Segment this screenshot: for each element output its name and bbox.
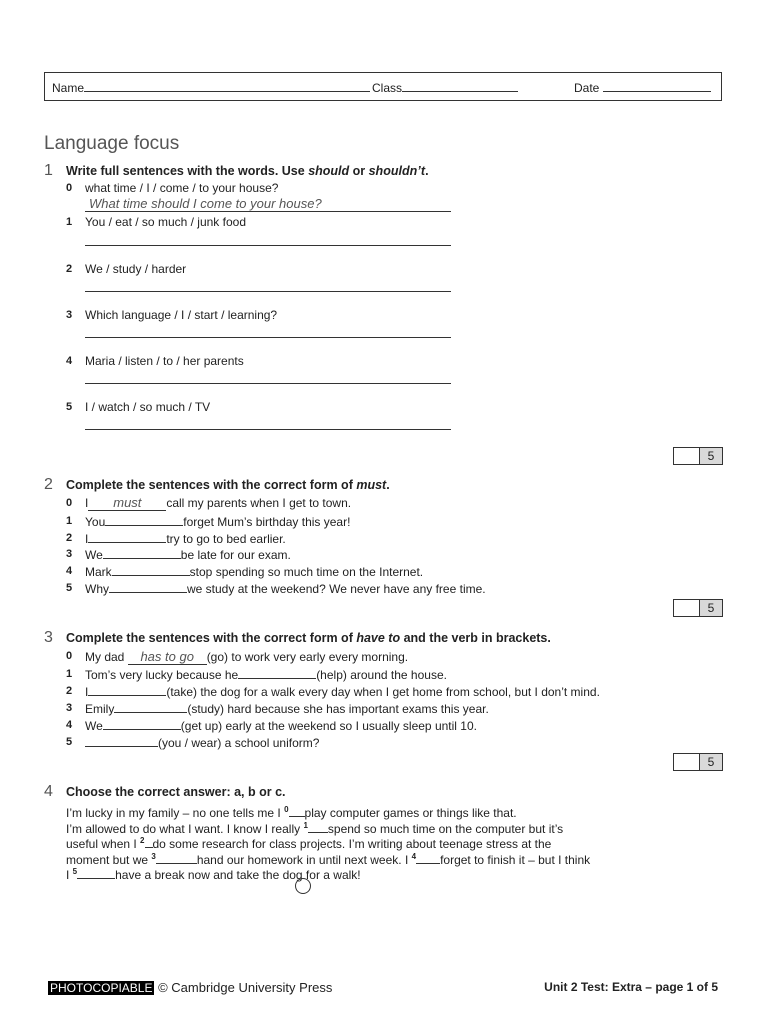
date-label: Date [574, 81, 600, 95]
q2-item-number: 2 [66, 532, 73, 544]
q3-item-sentence: Tom’s very lucky because he (help) around the house. [85, 668, 447, 682]
q4-paragraph-line: I’m lucky in my family – no one tells me I $^0$ play computer games or things like that. [66, 805, 517, 820]
q2-item-number: 4 [66, 565, 73, 577]
q2-item-sentence: I must call my parents when I get to town. [85, 495, 352, 510]
photocopiable-badge: PHOTOCOPIABLE [50, 981, 153, 995]
q1-item-number: 4 [66, 355, 73, 367]
answer-blank[interactable] [416, 852, 440, 864]
q2-example-answer: must [113, 495, 142, 510]
answer-blank[interactable] [289, 805, 305, 817]
q1-answer-line[interactable] [85, 245, 451, 246]
name-field [52, 81, 370, 95]
q1-item-number: 1 [66, 216, 73, 228]
q1-number: 1 [44, 162, 53, 179]
q4-paragraph-line: moment but we $^3$ hand our homework in until next week. I $^4$ forget to finish it – but I think [66, 852, 591, 867]
q2-item-sentence: I try to go to bed earlier. [85, 532, 286, 546]
q1-instruction: Write full sentences with the words. Use should or shouldn’t. [66, 164, 429, 178]
q1-item-prompt: Which language / I / start / learning? [85, 308, 278, 322]
page-info: Unit 2 Test: Extra – page 1 of 5 [544, 980, 718, 994]
q1-item-prompt: I / watch / so much / TV [85, 400, 211, 414]
q1-answer-line[interactable] [85, 211, 451, 212]
q1-answer-line[interactable] [85, 337, 451, 338]
q3-item-sentence: Emily (study) hard because she has important exams this year. [85, 702, 489, 716]
q1-item-prompt: We / study / harder [85, 262, 187, 276]
date-line [603, 81, 711, 92]
answer-blank[interactable] [238, 667, 316, 679]
q1-item-prompt: You / eat / so much / junk food [85, 215, 246, 229]
q1-item-number: 0 [66, 182, 73, 194]
class-label: Class [372, 81, 403, 95]
q1-answer-line[interactable] [85, 383, 451, 384]
q1-item-number: 5 [66, 401, 73, 413]
answer-blank[interactable] [103, 718, 181, 730]
answer-blank[interactable] [77, 867, 115, 879]
score-total: 5 [700, 600, 722, 616]
q2-score-box[interactable] [673, 599, 723, 617]
q2-item-sentence: We be late for our exam. [85, 548, 291, 562]
answer-blank[interactable] [112, 564, 190, 576]
q4-paragraph-line: useful when I $^2$ do some research for class projects. I’m writing about teenage stress at the [66, 836, 552, 851]
q1-answer-line[interactable] [85, 291, 451, 292]
q3-item-sentence: (you / wear) a school uniform? [85, 735, 319, 750]
answer-blank[interactable] [308, 821, 328, 833]
q1-score-box[interactable] [673, 447, 723, 465]
score-entry-cell[interactable] [674, 448, 700, 464]
answer-blank[interactable] [88, 684, 166, 696]
q3-number: 3 [44, 629, 53, 646]
q1-item-prompt: what time / I / come / to your house? [85, 181, 279, 195]
q1-item-prompt: Maria / listen / to / her parents [85, 354, 244, 368]
answer-blank[interactable] [105, 514, 183, 526]
q1-item-number: 2 [66, 263, 73, 275]
q3-item-sentence: I (take) the dog for a walk every day when I get home from school, but I don’t mind. [85, 685, 600, 699]
q3-item-number: 0 [66, 650, 73, 662]
class-line [402, 81, 518, 92]
q4-number: 4 [44, 783, 53, 800]
q3-item-number: 5 [66, 736, 73, 748]
name-label: Name [52, 81, 85, 95]
q4-paragraph-line: I’m allowed to do what I want. I know I really $^1$ spend so much time on the computer but it’s [66, 821, 564, 836]
q3-item-number: 1 [66, 668, 73, 680]
answer-blank[interactable] [156, 852, 197, 864]
date-field [574, 81, 711, 95]
q4-paragraph-line: I $^5$ have a break now and take the dog for a walk! [66, 867, 361, 882]
class-field [372, 81, 518, 95]
q2-instruction: Complete the sentences with the correct form of must. [66, 478, 390, 492]
copyright-text: © Cambridge University Press [154, 980, 333, 995]
q2-item-sentence: Why we study at the weekend? We never have any free time. [85, 582, 486, 596]
answer-blank[interactable] [85, 735, 158, 747]
footer-copyright [48, 980, 332, 995]
q2-item-number: 3 [66, 548, 73, 560]
q2-number: 2 [44, 476, 53, 493]
score-total: 5 [700, 448, 722, 464]
q3-score-box[interactable] [673, 753, 723, 771]
answer-blank[interactable] [145, 836, 153, 848]
q2-item-number: 1 [66, 515, 73, 527]
q1-example-answer: What time should I come to your house? [89, 196, 322, 211]
score-entry-cell[interactable] [674, 600, 700, 616]
q3-item-sentence: We (get up) early at the weekend so I usually sleep until 10. [85, 719, 477, 733]
q3-example-answer: has to go [140, 649, 194, 664]
circle-mark [295, 878, 311, 894]
section-title: Language focus [44, 133, 180, 154]
q1-answer-line[interactable] [85, 429, 451, 430]
answer-blank[interactable] [114, 701, 187, 713]
q2-item-sentence: Mark stop spending so much time on the Internet. [85, 565, 424, 579]
q3-instruction: Complete the sentences with the correct form of have to and the verb in brackets. [66, 631, 551, 645]
q3-item-number: 4 [66, 719, 73, 731]
q1-item-number: 3 [66, 309, 73, 321]
q3-item-number: 2 [66, 685, 73, 697]
name-line [84, 81, 370, 92]
q2-item-sentence: You forget Mum’s birthday this year! [85, 515, 351, 529]
answer-blank[interactable] [103, 547, 181, 559]
q3-item-number: 3 [66, 702, 73, 714]
answer-blank[interactable] [88, 531, 166, 543]
q2-item-number: 0 [66, 497, 73, 509]
score-total: 5 [700, 754, 722, 770]
student-info-box [44, 72, 722, 101]
q4-instruction: Choose the correct answer: a, b or c. [66, 785, 286, 799]
q3-item-sentence: My dad has to go (go) to work very early every morning. [85, 649, 409, 664]
score-entry-cell[interactable] [674, 754, 700, 770]
answer-blank[interactable] [109, 581, 187, 593]
q2-item-number: 5 [66, 582, 73, 594]
